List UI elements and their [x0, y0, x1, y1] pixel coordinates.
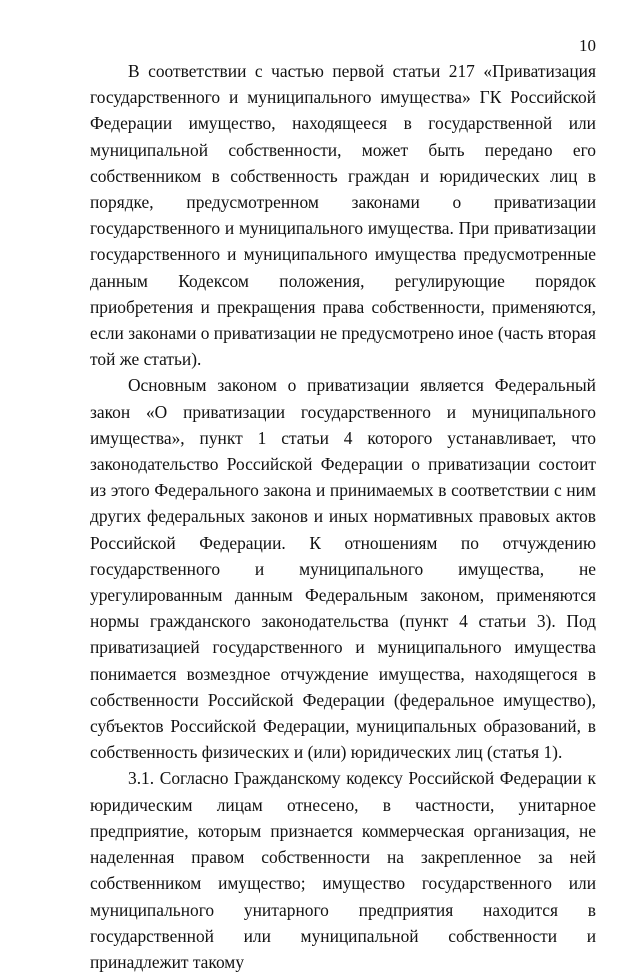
paragraph-2: Основным законом о приватизации является Федеральный закон «О приватизации государственного и муниципального имущества», пункт 1 статьи 4 которого устанавливает, что законодательство Российской Федерации о приватизации состоит из этого Федерального закона и принимаемых в соответствии с ним других федеральных законов и иных нормативных правовых актов Российской Федерации. К отношениям по отчуждению государственного и муниципального имущества, не урегулированным данным Федеральным законом, применяются нормы гражданского законодательства (пункт 4 статьи 3). Под приватизацией государственного и муниципального имущества понимается возмездное отчуждение имущества, находящегося в собственности Российской Федерации (федеральное имущество), субъектов Российской Федерации, муниципальных образований, в собственность физических и (или) юридических лиц (статья 1).: [90, 375, 596, 763]
document-body: [90, 58, 596, 975]
paragraph-3: 3.1. Согласно Гражданскому кодексу Российской Федерации к юридическим лицам отнесено, в частности, унитарное предприятие, которым признается коммерческая организация, не наделенная правом собственности на закрепленное за ней собственником имущество; имущество государственного или муниципального унитарного предприятия находится в государственной или муниципальной собственности и принадлежит такому: [90, 768, 596, 972]
paragraph-1: В соответствии с частью первой статьи 217 «Приватизация государственного и муниципального имущества» ГК Российской Федерации имущество, находящееся в государственной или муниципальной собственности, может быть передано его собственником в собственность граждан и юридических лиц в порядке, предусмотренном законами о приватизации государственного и муниципального имущества. При приватизации государственного и муниципального имущества предусмотренные данным Кодексом положения, регулирующие порядок приобретения и прекращения права собственности, применяются, если законами о приватизации не предусмотрено иное (часть вторая той же статьи).: [90, 61, 596, 370]
page-number: 10: [579, 36, 596, 55]
